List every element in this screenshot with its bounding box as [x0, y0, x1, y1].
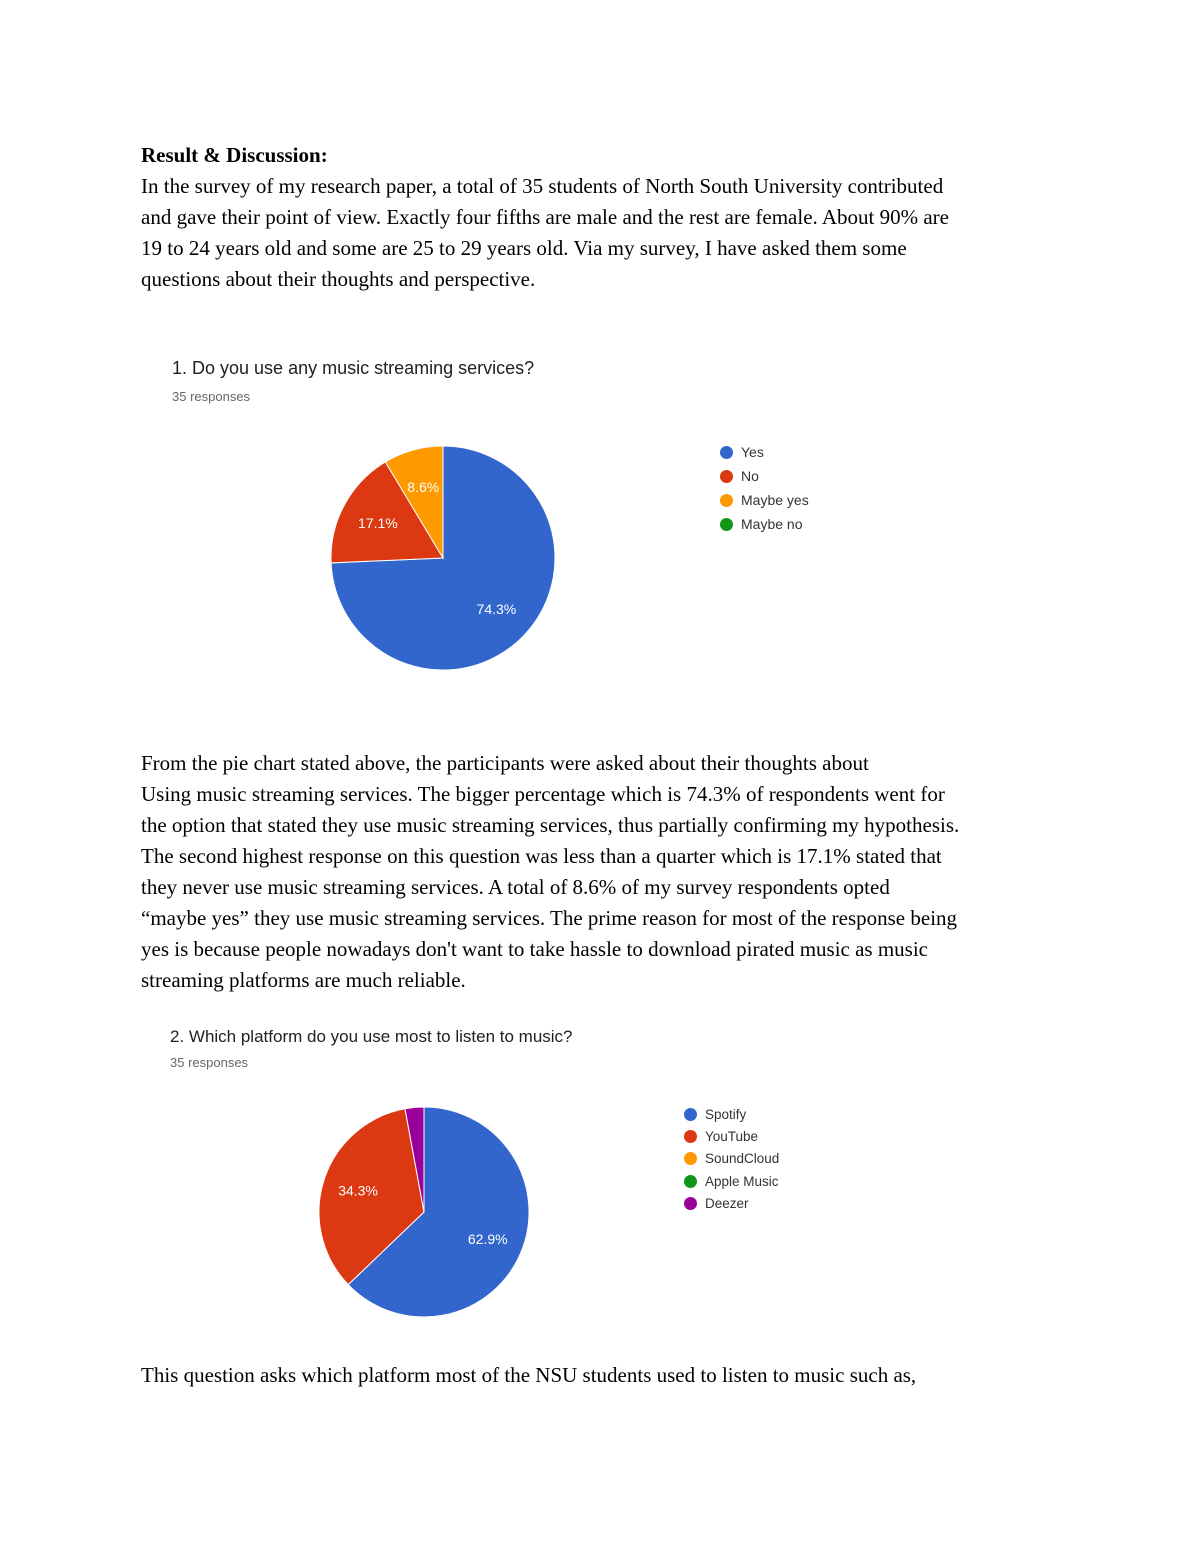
paragraph-line: From the pie chart stated above, the participants were asked about their thoughts about [141, 751, 869, 775]
section-heading: Result & Discussion: [141, 143, 328, 167]
paragraph-line: they never use music streaming services. A total of 8.6% of my survey respondents opted [141, 875, 890, 899]
pie-data-label: 74.3% [476, 601, 517, 618]
legend-item-deezer [684, 1192, 779, 1214]
legend-label: Maybe yes [741, 492, 809, 508]
legend-swatch [684, 1152, 697, 1165]
chart-subtitle: 35 responses [170, 1055, 249, 1070]
paragraph-line: Using music streaming services. The bigger percentage which is 74.3% of respondents went for [141, 782, 945, 806]
legend-label: Maybe no [741, 516, 803, 532]
paragraph-line: The second highest response on this question was less than a quarter which is 17.1% stated that [141, 844, 942, 868]
chart-title: 1. Do you use any music streaming services? [172, 358, 535, 378]
legend-swatch [720, 494, 733, 507]
pie-chart [140, 1000, 985, 1348]
legend-label: SoundCloud [705, 1151, 780, 1167]
paragraph-line: questions about their thoughts and perspective. [141, 267, 536, 291]
intro-paragraph [141, 171, 1071, 295]
paragraph-line: 19 to 24 years old and some are 25 to 29 years old. Via my survey, I have asked them some [141, 236, 907, 260]
paragraph-line: In the survey of my research paper, a total of 35 students of North South University contributed [141, 174, 944, 198]
chart2-discussion-paragraph [141, 1360, 1071, 1391]
legend-label: Deezer [705, 1195, 749, 1211]
pie-data-label: 34.3% [338, 1182, 378, 1199]
legend-label: Spotify [705, 1106, 747, 1122]
legend-swatch [684, 1197, 697, 1210]
chart1-discussion-paragraph [141, 748, 1071, 996]
chart-subtitle: 35 responses [172, 389, 251, 404]
legend-item-spotify [684, 1103, 779, 1125]
legend-label: Apple Music [705, 1173, 779, 1189]
paragraph-line: This question asks which platform most of the NSU students used to listen to music such as, [141, 1363, 917, 1387]
paragraph-line: “maybe yes” they use music streaming services. The prime reason for most of the response being [141, 906, 958, 930]
pie-data-label: 17.1% [358, 515, 398, 532]
chart-title: 2. Which platform do you use most to listen to music? [170, 1027, 573, 1046]
chart-streaming-usage [140, 328, 1060, 713]
pie-data-label: 8.6% [407, 478, 440, 495]
legend-label: YouTube [705, 1128, 759, 1144]
legend-swatch [684, 1175, 697, 1188]
legend-swatch [684, 1130, 697, 1143]
legend-item-apple-music [684, 1170, 779, 1192]
chart-legend [684, 1103, 779, 1214]
legend-swatch [720, 446, 733, 459]
legend-swatch [720, 518, 733, 531]
legend-item-yes [720, 440, 809, 464]
paragraph-line: and gave their point of view. Exactly four fifths are male and the rest are female. About 90% are [141, 205, 949, 229]
pie-data-label: 62.9% [467, 1231, 508, 1248]
chart-platform-usage [140, 1000, 985, 1348]
paragraph-line: streaming platforms are much reliable. [141, 968, 466, 992]
paragraph-line: the option that stated they use music streaming services, thus partially confirming my hypothesis. [141, 813, 960, 837]
legend-item-soundcloud [684, 1148, 779, 1170]
legend-item-maybe-no [720, 512, 809, 536]
legend-label: No [741, 468, 759, 484]
pie-chart [140, 328, 1060, 713]
paragraph-line: yes is because people nowadays don't want to take hassle to download pirated music as music [141, 937, 929, 961]
legend-item-no [720, 464, 809, 488]
legend-item-youtube [684, 1125, 779, 1147]
legend-label: Yes [741, 444, 764, 460]
legend-item-maybe-yes [720, 488, 809, 512]
legend-swatch [684, 1108, 697, 1121]
chart-legend [720, 440, 809, 536]
legend-swatch [720, 470, 733, 483]
